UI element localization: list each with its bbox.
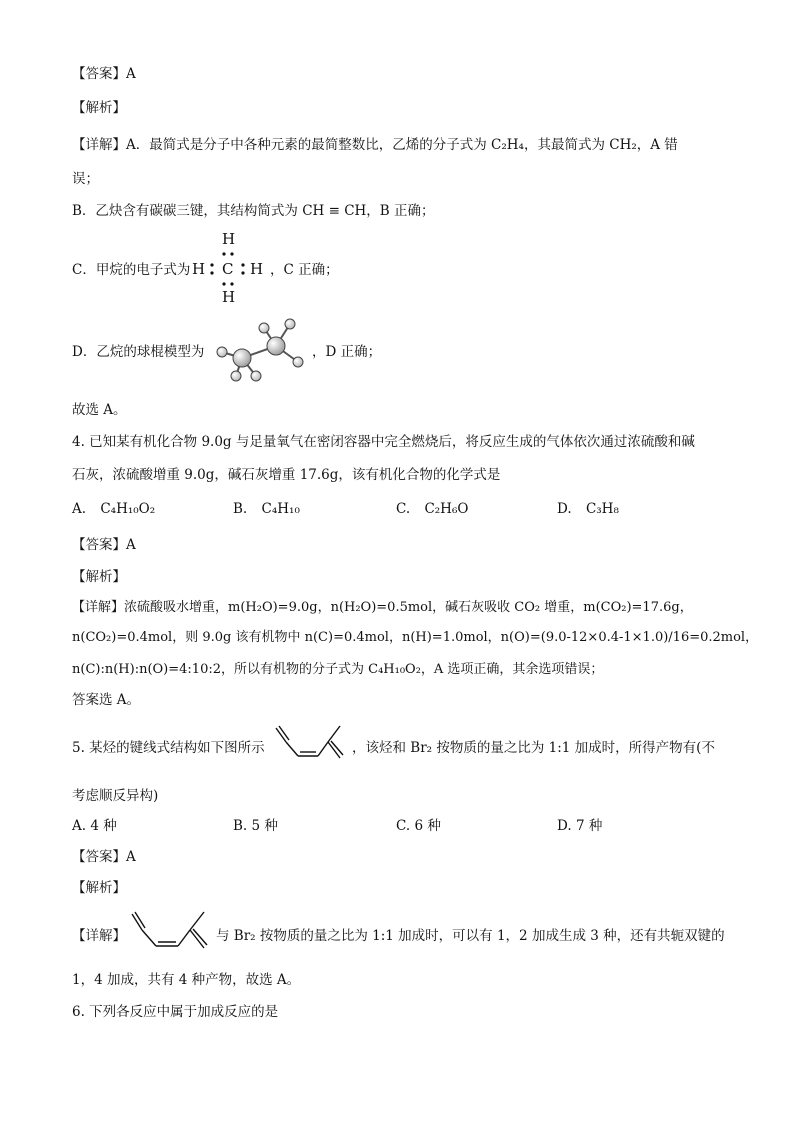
q3-detail-d-post: ，D 正确； <box>312 344 382 360</box>
q5-option-d <box>557 816 602 836</box>
q3-detail-d-pre: D．乙烷的球棍模型为 <box>72 344 205 360</box>
q4-option-d-label: D. <box>557 501 572 517</box>
q4-option-a-formula: C₄H₁₀O₂ <box>100 501 156 517</box>
q4-conclusion: 答案选 A。 <box>72 692 141 708</box>
q5-option-c-label: C. <box>396 818 411 834</box>
q4-option-c-formula: C₂H₆O <box>424 501 469 517</box>
q3-answer: 【答案】A <box>72 66 136 82</box>
q4-stem-2: 石灰，浓硫酸增重 9.0g，碱石灰增重 17.6g，该有机化合物的化学式是 <box>72 467 501 483</box>
q4-detail-2: n(CO₂)=0.4mol，则 9.0g 该有机物中 n(C)=0.4mol，n(H)=1.0mol，n(O)=(9.0-12×0.4-1×1.0)/16=0.2mol， <box>72 630 759 645</box>
q5-stem-pre: 5. 某烃的键线式结构如下图所示 <box>72 740 265 756</box>
hydrocarbon-skeletal-structure <box>272 722 348 762</box>
q5-stem-post: ，该烃和 Br₂ 按物质的量之比为 1:1 加成时，所得产物有(不 <box>352 740 715 756</box>
q4-detail-1: 【详解】浓硫酸吸水增重，m(H₂O)=9.0g，n(H₂O)=0.5mol，碱石灰吸收 CO₂ 增重，m(CO₂)=17.6g， <box>72 600 693 615</box>
hydrocarbon-skeletal-structure-detail <box>128 908 212 952</box>
q3-detail-a-cont: 误； <box>72 171 99 187</box>
q4-option-b <box>233 499 300 519</box>
q3-conclusion: 故选 A。 <box>72 402 127 418</box>
q3-analysis-label: 【解析】 <box>72 100 126 116</box>
q4-stem-1: 4. 已知某有机化合物 9.0g 与足量氧气在密闭容器中完全燃烧后，将反应生成的气体依次通过浓硫酸和碱 <box>72 434 695 450</box>
q5-option-b-text: 5 种 <box>251 818 278 834</box>
q5-option-a-label: A. <box>72 818 87 834</box>
q4-option-a-label: A. <box>72 501 87 517</box>
methane-electron-formula <box>192 230 272 306</box>
q3-detail-a: 【详解】A．最简式是分子中各种元素的最简整数比，乙烯的分子式为 C₂H₄，其最简式为 CH₂，A 错 <box>72 137 678 153</box>
ethane-ball-stick-model <box>212 314 312 386</box>
ef-h-left: H <box>192 260 206 278</box>
q3-detail-b: B．乙炔含有碳碳三键，其结构简式为 CH ≡ CH，B 正确； <box>72 203 435 219</box>
q5-analysis-label: 【解析】 <box>72 880 126 896</box>
q5-option-b <box>233 816 278 836</box>
q5-option-a-text: 4 种 <box>90 818 117 834</box>
q6-stem: 6. 下列各反应中属于加成反应的是 <box>72 1004 279 1020</box>
q5-answer: 【答案】A <box>72 849 136 865</box>
q5-option-b-label: B. <box>233 818 248 834</box>
electron-dots <box>192 230 272 306</box>
q5-option-c-text: 6 种 <box>414 818 441 834</box>
ef-h-top: H <box>222 230 236 248</box>
q5-option-d-label: D. <box>557 818 572 834</box>
q4-option-b-formula: C₄H₁₀ <box>261 501 300 517</box>
q4-option-a <box>72 499 155 519</box>
q3-detail-c-post: ，C 正确； <box>270 262 339 278</box>
ef-h-right: H <box>250 260 264 278</box>
ef-h-bottom: H <box>222 288 236 306</box>
q4-option-d <box>557 499 619 519</box>
q5-detail-2: 1，4 加成，共有 4 种产物，故选 A。 <box>72 972 301 988</box>
ef-c-center: C <box>222 260 234 278</box>
q4-option-d-formula: C₃H₈ <box>585 501 619 517</box>
q4-detail-3: n(C):n(H):n(O)=4:10:2，所以有机物的分子式为 C₄H₁₀O₂，A 选项正确，其余选项错误； <box>72 662 604 677</box>
q5-stem-2: 考虑顺反异构) <box>72 788 159 804</box>
q5-option-d-text: 7 种 <box>575 818 603 834</box>
q5-detail-pre: 【详解】 <box>72 928 126 944</box>
q5-option-a <box>72 816 117 836</box>
q4-analysis-label: 【解析】 <box>72 569 126 585</box>
q4-option-c <box>396 499 468 519</box>
q4-option-b-label: B. <box>233 501 248 517</box>
q5-option-c <box>396 816 441 836</box>
q3-detail-c-pre: C．甲烷的电子式为 <box>72 262 191 278</box>
q4-answer: 【答案】A <box>72 537 136 553</box>
q4-option-c-label: C. <box>396 501 411 517</box>
q5-detail-post: 与 Br₂ 按物质的量之比为 1:1 加成时，可以有 1，2 加成生成 3 种，还有共轭双键的 <box>216 928 725 944</box>
